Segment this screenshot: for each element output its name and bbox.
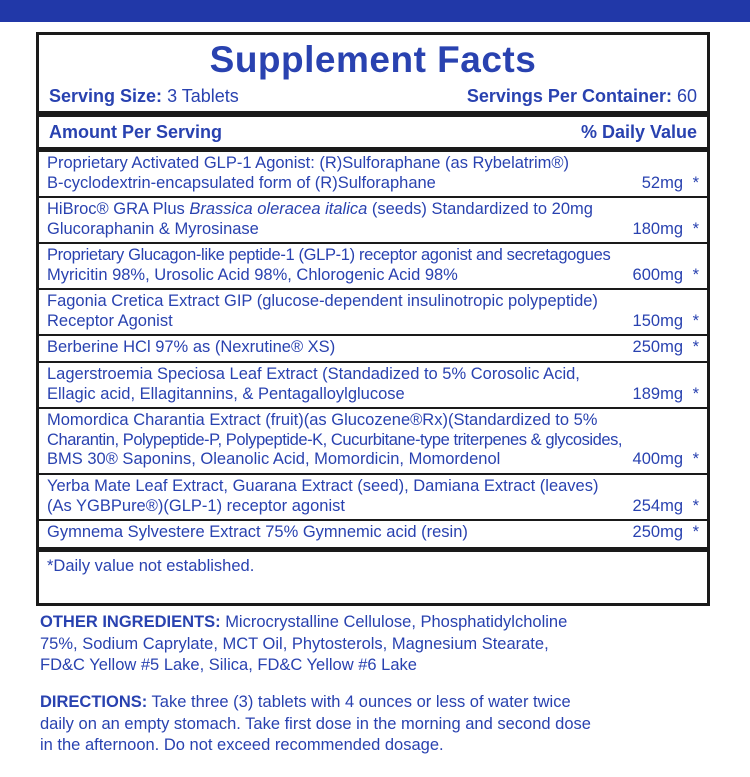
directions [40,692,716,757]
other-ingredients-label: OTHER INGREDIENTS: [40,613,221,631]
ingredient-dv: * [692,450,699,468]
ingredient-text: (seeds) Standardized to 20mg [367,200,593,218]
ingredient-line-text: Glucoraphanin & Myrosinase [47,219,259,238]
ingredient-row [47,246,699,285]
ingredient-line: Yerba Mate Leaf Extract, Guarana Extract (seed), Damiana Extract (leaves) [47,477,599,495]
daily-value-footnote: *Daily value not established. [47,557,255,575]
ingredient-row [47,523,699,543]
ingredient-line [47,200,699,220]
serving-info [49,83,697,109]
other-ingredients [40,612,716,677]
ingredient-line: Momordica Charantia Extract (fruit)(as Glucozene®Rx)(Standardized to 5% [47,411,598,429]
ingredient-dv: * [692,265,699,284]
row-divider [39,519,707,521]
daily-value-header: % Daily Value [580,122,697,142]
ingredient-amount: 52mg [641,173,683,192]
ingredient-text: HiBroc® GRA Plus [47,200,190,218]
ingredient-amount: 150mg [632,311,683,330]
ingredient-line-text: Gymnema Sylvestere Extract 75% Gymnemic acid (resin) [47,523,468,541]
ingredient-amount: 400mg [632,450,683,468]
directions-line: in the afternoon. Do not exceed recommended dosage. [40,736,444,754]
amount-header: Amount Per Serving [49,122,223,142]
ingredient-amount: 180mg [632,219,683,238]
other-ingredients-line: FD&C Yellow #5 Lake, Silica, FD&C Yellow #6 Lake [40,656,417,674]
ingredient-dv: * [692,496,699,515]
panel-title: Supplement Facts [209,39,537,80]
row-divider [39,334,707,336]
ingredient-row [47,338,699,358]
directions-label: DIRECTIONS: [40,693,148,711]
row-divider [39,361,707,363]
directions-line: daily on an empty stomach. Take first dose in the morning and second dose [40,714,591,733]
row-divider [39,407,707,409]
ingredient-line [47,450,699,470]
table-header [49,117,697,147]
ingredient-line [47,266,699,286]
serving-size [49,83,239,109]
ingredient-line-text: Receptor Agonist [47,311,173,330]
ingredient-line [47,220,699,240]
other-ingredients-line [40,612,716,634]
ingredient-dv: * [692,523,699,541]
servings-per-container-value: 60 [676,86,697,106]
directions-line [40,692,716,714]
ingredient-line [47,497,699,517]
ingredient-line-text: Berberine HCl 97% as (Nexrutine® XS) [47,338,336,356]
ingredient-dv: * [692,173,699,192]
other-ingredients-line: 75%, Sodium Caprylate, MCT Oil, Phytosterols, Magnesium Stearate, [40,634,549,653]
ingredient-amount: 250mg [632,523,683,541]
ingredient-line [47,338,699,358]
row-divider [39,196,707,198]
ingredient-dv: * [692,384,699,403]
ingredient-species: Brassica oleracea italica [189,200,368,218]
row-divider [39,288,707,290]
ingredient-dv: * [692,219,699,238]
row-divider [39,473,707,475]
ingredient-dv: * [692,338,699,356]
ingredient-line-text: Ellagic acid, Ellagitannins, & Pentagalloylglucose [47,384,405,403]
ingredient-row [47,154,699,193]
ingredient-line: Charantin, Polypeptide-P, Polypeptide-K, Cucurbitane-type triterpenes & glycosides, [47,430,623,449]
ingredient-row [47,365,699,404]
ingredient-amount: 189mg [632,384,683,403]
ingredient-line: Proprietary Glucagon-like peptide-1 (GLP-1) receptor agonist and secretagogues [47,246,611,264]
ingredient-line [47,312,699,332]
servings-per-container [467,83,697,109]
ingredient-amount: 254mg [632,496,683,515]
serving-size-label: Serving Size: [49,86,163,106]
ingredient-line-text: BMS 30® Saponins, Oleanolic Acid, Momordicin, Momordenol [47,450,501,468]
ingredient-line [47,523,699,543]
row-divider [39,242,707,244]
ingredient-row [47,477,699,516]
top-color-bar [0,0,750,22]
ingredient-amount: 600mg [632,265,683,284]
other-ingredients-text: Microcrystalline Cellulose, Phosphatidylcholine [225,613,568,631]
ingredient-line: Fagonia Cretica Extract GIP (glucose-dependent insulinotropic polypeptide) [47,292,598,310]
directions-text: Take three (3) tablets with 4 ounces or less of water twice [151,693,571,711]
ingredient-line-text: (As YGBPure®)(GLP-1) receptor agonist [47,496,345,515]
thick-divider [39,147,707,152]
supplement-facts-panel [36,32,710,606]
ingredient-row [47,292,699,331]
thick-divider [39,547,707,552]
ingredient-line-text: Myricitin 98%, Urosolic Acid 98%, Chlorogenic Acid 98% [47,265,458,284]
servings-per-container-label: Servings Per Container: [466,86,672,106]
ingredient-row [47,200,699,239]
ingredient-line-text: B-cyclodextrin-encapsulated form of (R)Sulforaphane [47,173,436,192]
serving-size-value: 3 Tablets [167,86,239,106]
ingredient-line [47,385,699,405]
ingredient-line: Lagerstroemia Speciosa Leaf Extract (Standadized to 5% Corosolic Acid, [47,365,580,383]
ingredient-amount: 250mg [632,338,683,356]
ingredient-line [47,174,699,194]
ingredient-row [47,411,699,470]
ingredient-dv: * [692,311,699,330]
ingredient-line: Proprietary Activated GLP-1 Agonist: (R)Sulforaphane (as Rybelatrim®) [47,154,570,172]
